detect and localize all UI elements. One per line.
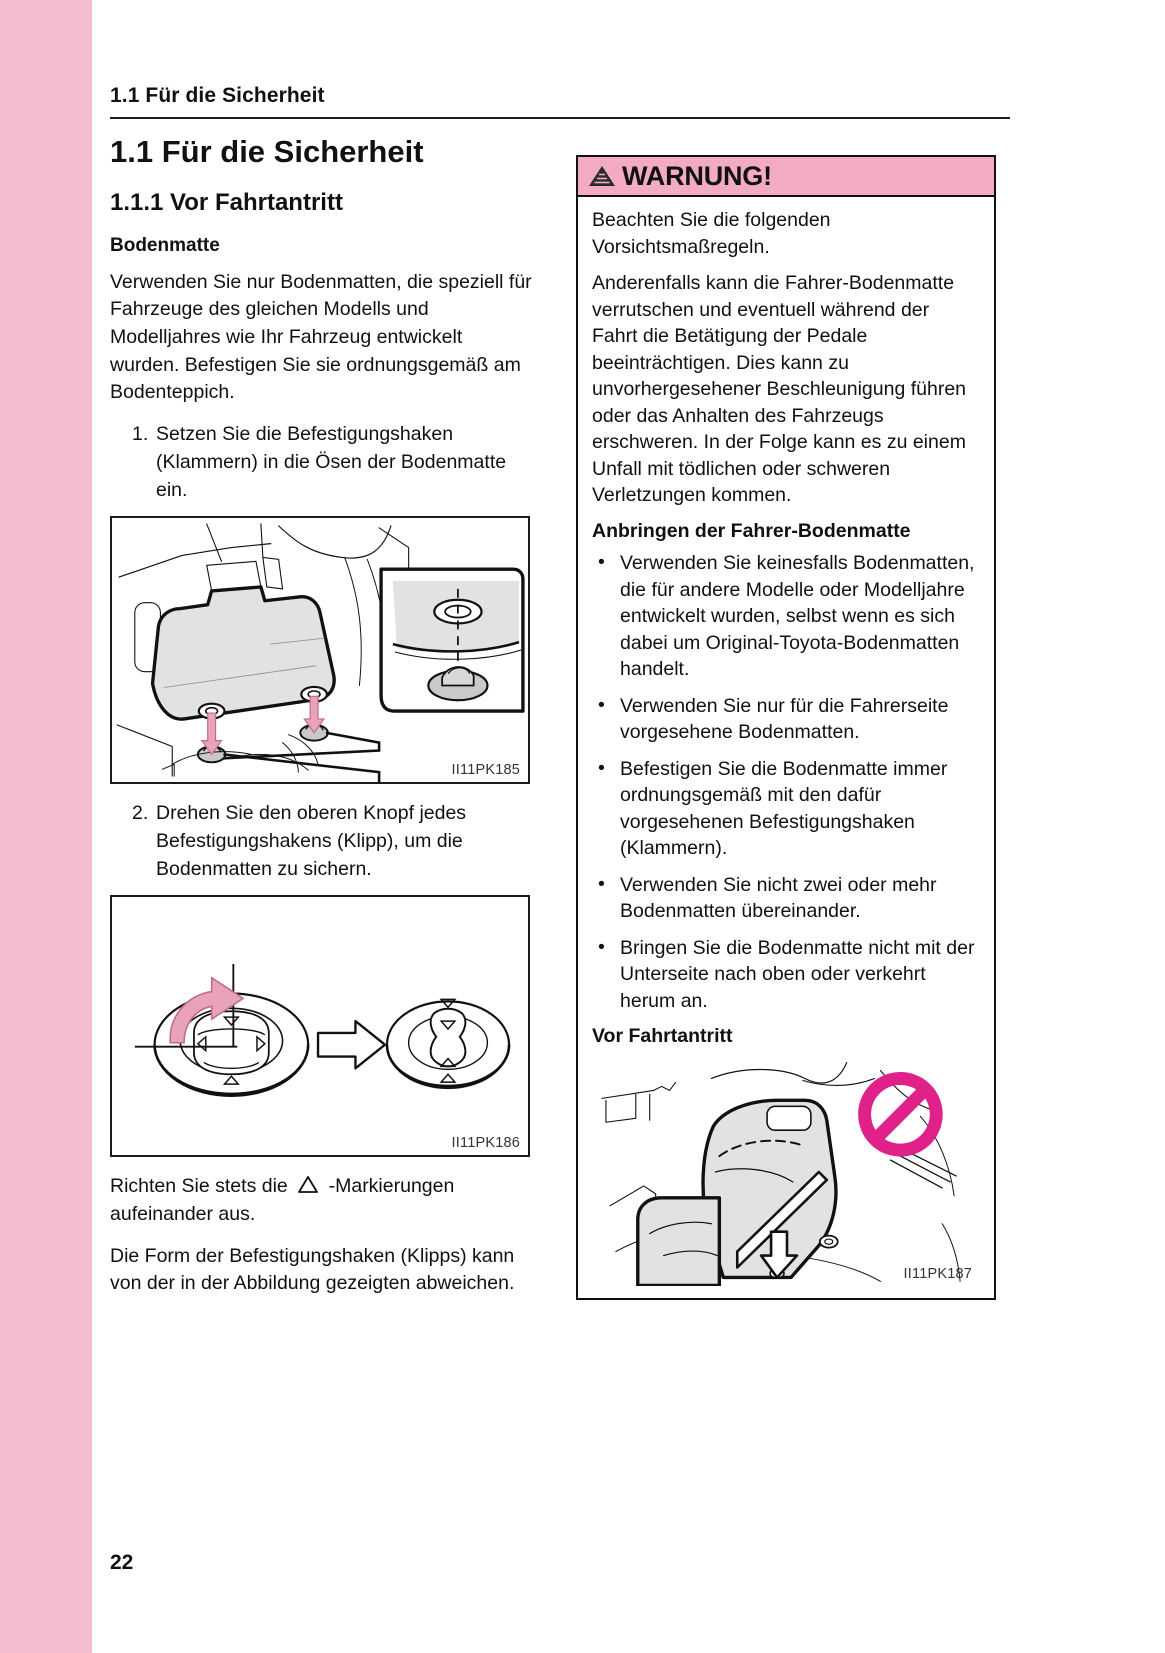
warning-bullet-list [592, 550, 980, 1014]
bullet-marker: • [598, 935, 605, 958]
intro-paragraph: Verwenden Sie nur Bodenmatten, die speziell für Fahrzeuge des gleichen Modells und Modelljahres wie Ihr Fahrzeug entwickelt wurden. Befestigen Sie sie ordnungsgemäß am Bodenteppich. [110, 270, 532, 404]
warning-subheading-2: Vor Fahrtantritt [592, 1025, 733, 1048]
header-rule [110, 117, 1010, 119]
bullet-text: Bringen Sie die Bodenmatte nicht mit der Unterseite nach oben oder verkehrt herum an. [620, 936, 975, 1012]
bullet-marker: • [598, 693, 605, 716]
step-number: 2. [132, 802, 149, 825]
list-item [592, 935, 980, 1015]
list-item [592, 693, 980, 746]
warning-header [578, 157, 994, 197]
bullet-marker: • [598, 551, 605, 574]
warning-box [576, 155, 996, 1300]
figure-2-id: II11PK186 [451, 1135, 520, 1152]
clip-shape-note: Die Form der Befestigungshaken (Klipps) kann von der in der Abbildung gezeigten abweichen. [110, 1244, 515, 1295]
list-item [592, 550, 980, 683]
warning-subheading: Anbringen der Fahrer-Bodenmatte [592, 519, 911, 542]
warning-paragraph: Anderenfalls kann die Fahrer-Bodenmatte verrutschen und eventuell während der Fahrt die Betätigung der Pedale beeinträchtigen. Dies kann zu unvorhergesehener Beschleunigung führen oder das Anhalten des Fahrzeugs erschweren. In der Folge kann es zu einem Unfall mit tödlichen oder schweren Verletzungen kommen. [592, 272, 967, 507]
warning-paragraph: Beachten Sie die folgenden Vorsichtsmaßregeln. [592, 209, 831, 258]
left-column [110, 135, 535, 1312]
page-number: 22 [110, 1551, 134, 1574]
page-edge-bar [0, 0, 92, 1653]
figure-3-id: II11PK187 [903, 1265, 972, 1282]
list-item [110, 421, 535, 504]
bullet-text: Verwenden Sie nicht zwei oder mehr Bodenmatten übereinander. [620, 873, 937, 923]
list-item [592, 872, 980, 925]
note-text-after: -Markierungen aufeinander aus. [110, 1175, 455, 1225]
page-content [92, 0, 1165, 1653]
topic-title: Bodenmatte [110, 234, 220, 256]
subsection-title: 1.1.1 Vor Fahrtantritt [110, 189, 343, 217]
bullet-marker: • [598, 872, 605, 895]
warning-body [578, 197, 994, 1298]
note-text-before: Richten Sie stets die [110, 1175, 288, 1198]
figure-1-graphic [112, 518, 528, 782]
figure-clip-rotation [110, 895, 530, 1157]
step-text: Setzen Sie die Befestigungshaken (Klammern) in die Ösen der Bodenmatte ein. [156, 423, 507, 501]
step-list-1 [110, 421, 535, 504]
right-column [576, 155, 996, 1300]
bullet-marker: • [598, 756, 605, 779]
list-item [110, 800, 535, 883]
prohibition-icon [865, 1078, 937, 1150]
warning-triangle-icon [588, 164, 616, 188]
figure-2-graphic [112, 897, 528, 1155]
triangle-alignment-note [110, 1173, 535, 1228]
bullet-text: Verwenden Sie keinesfalls Bodenmatten, die für andere Modelle oder Modelljahre entwickelt wurden, selbst wenn es sich dabei um Original-Toyota-Bodenmatten handelt. [620, 552, 975, 681]
figure-3-graphic [592, 1056, 980, 1286]
figure-wrong-mat-placement [592, 1056, 980, 1286]
figure-floor-mat-hooks [110, 516, 530, 784]
list-item [592, 756, 980, 862]
warning-title: WARNUNG! [622, 160, 772, 191]
running-head: 1.1 Für die Sicherheit [110, 84, 325, 107]
triangle-marker-icon [297, 1175, 319, 1194]
section-title: 1.1 Für die Sicherheit [110, 134, 424, 169]
bullet-text: Befestigen Sie die Bodenmatte immer ordnungsgemäß mit den dafür vorgesehenen Befestigungshaken (Klammern). [620, 757, 948, 860]
step-list-2 [110, 800, 535, 883]
bullet-text: Verwenden Sie nur für die Fahrerseite vorgesehene Bodenmatten. [620, 694, 949, 744]
step-number: 1. [132, 423, 149, 446]
step-text: Drehen Sie den oberen Knopf jedes Befestigungshakens (Klipp), um die Bodenmatten zu sichern. [156, 802, 467, 880]
figure-1-id: II11PK185 [451, 762, 520, 779]
